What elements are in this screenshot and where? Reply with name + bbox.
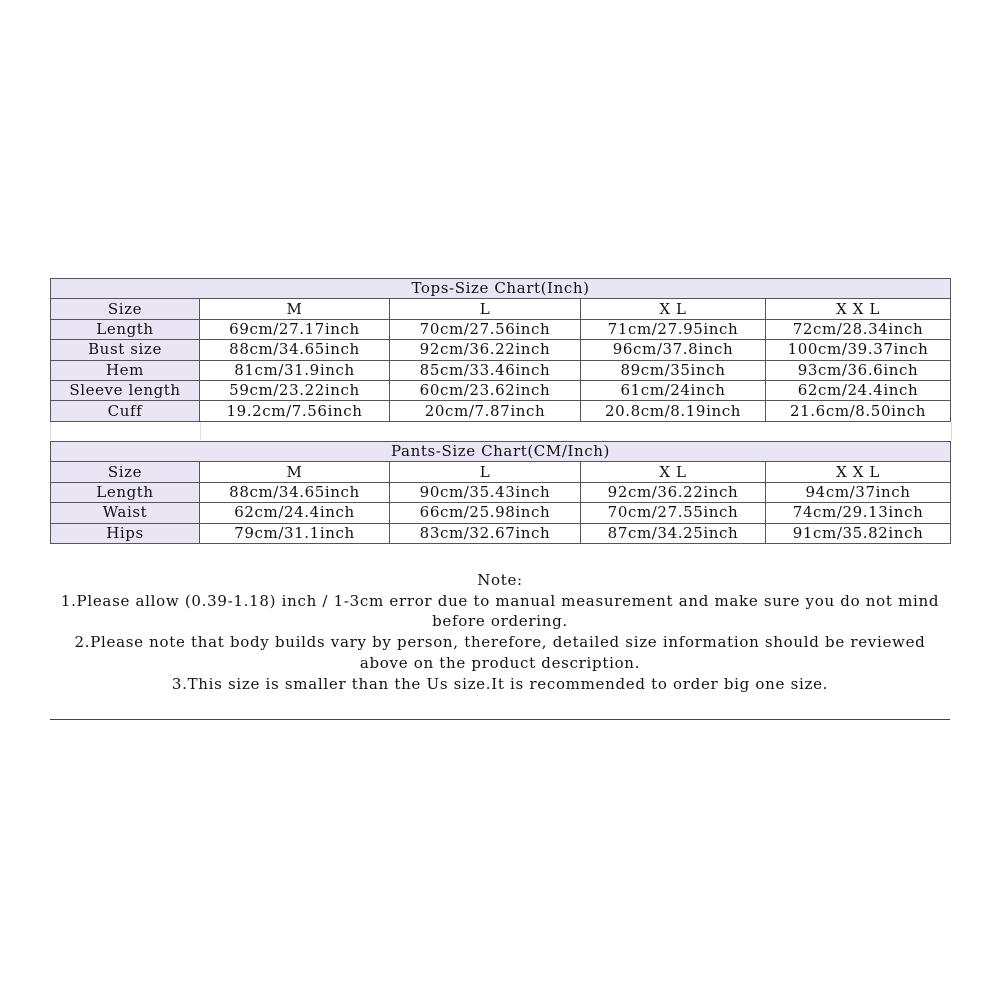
table-row: [51, 360, 951, 380]
measurement-value: 71cm/27.95inch: [581, 319, 766, 339]
table-row: [51, 380, 951, 400]
size-column-header: X L: [581, 299, 766, 319]
measurement-label: Length: [51, 319, 200, 339]
size-header-cell: Size: [51, 462, 200, 482]
measurement-value: 69cm/27.17inch: [200, 319, 390, 339]
measurement-label: Bust size: [51, 340, 200, 360]
measurement-value: 92cm/36.22inch: [581, 482, 766, 502]
measurement-value: 60cm/23.62inch: [390, 380, 581, 400]
table-row: [51, 401, 951, 421]
size-column-header: M: [200, 462, 390, 482]
measurement-value: 88cm/34.65inch: [200, 340, 390, 360]
pants-size-chart: [50, 441, 951, 544]
measurement-value: 94cm/37inch: [766, 482, 951, 502]
pants-header-row: [51, 462, 951, 482]
measurement-value: 93cm/36.6inch: [766, 360, 951, 380]
measurement-label: Sleeve length: [51, 380, 200, 400]
measurement-label: Waist: [51, 503, 200, 523]
table-row: [51, 523, 951, 543]
measurement-label: Hem: [51, 360, 200, 380]
notes-section: [50, 570, 950, 694]
pants-table-body: [51, 442, 951, 544]
measurement-value: 74cm/29.13inch: [766, 503, 951, 523]
measurement-value: 59cm/23.22inch: [200, 380, 390, 400]
pants-chart-title: Pants-Size Chart(CM/Inch): [51, 442, 951, 462]
tops-title-row: [51, 279, 951, 299]
measurement-label: Hips: [51, 523, 200, 543]
pants-title-row: [51, 442, 951, 462]
note-item: 2.Please note that body builds vary by person, therefore, detailed size information should be reviewed above on the product description.: [74, 633, 926, 672]
measurement-value: 61cm/24inch: [581, 380, 766, 400]
note-item: 1.Please allow (0.39-1.18) inch / 1-3cm error due to manual measurement and make sure you do not mind before ordering.: [60, 591, 940, 631]
table-row: [51, 482, 951, 502]
measurement-value: 20cm/7.87inch: [390, 401, 581, 421]
measurement-label: Cuff: [51, 401, 200, 421]
measurement-value: 20.8cm/8.19inch: [581, 401, 766, 421]
measurement-value: 96cm/37.8inch: [581, 340, 766, 360]
note-item: 3.This size is smaller than the Us size.It is recommended to order big one size.: [171, 674, 829, 693]
measurement-value: 87cm/34.25inch: [581, 523, 766, 543]
size-column-header: X X L: [766, 299, 951, 319]
measurement-value: 21.6cm/8.50inch: [766, 401, 951, 421]
size-column-header: X X L: [766, 462, 951, 482]
measurement-value: 19.2cm/7.56inch: [200, 401, 390, 421]
tops-header-row: [51, 299, 951, 319]
measurement-value: 83cm/32.67inch: [390, 523, 581, 543]
measurement-value: 88cm/34.65inch: [200, 482, 390, 502]
measurement-value: 90cm/35.43inch: [390, 482, 581, 502]
measurement-value: 62cm/24.4inch: [766, 380, 951, 400]
measurement-value: 100cm/39.37inch: [766, 340, 951, 360]
tops-size-chart: [50, 278, 951, 422]
measurement-value: 70cm/27.55inch: [581, 503, 766, 523]
size-header-cell: Size: [51, 299, 200, 319]
measurement-value: 66cm/25.98inch: [390, 503, 581, 523]
measurement-value: 85cm/33.46inch: [390, 360, 581, 380]
notes-title: Note:: [477, 571, 523, 589]
measurement-value: 91cm/35.82inch: [766, 523, 951, 543]
size-column-header: M: [200, 299, 390, 319]
bottom-divider: [50, 719, 950, 720]
table-spacer: [50, 422, 952, 440]
size-column-header: L: [390, 299, 581, 319]
measurement-value: 92cm/36.22inch: [390, 340, 581, 360]
size-column-header: X L: [581, 462, 766, 482]
measurement-value: 62cm/24.4inch: [200, 503, 390, 523]
measurement-value: 79cm/31.1inch: [200, 523, 390, 543]
measurement-value: 70cm/27.56inch: [390, 319, 581, 339]
table-row: [51, 319, 951, 339]
tops-chart-title: Tops-Size Chart(Inch): [51, 279, 951, 299]
table-row: [51, 503, 951, 523]
measurement-value: 81cm/31.9inch: [200, 360, 390, 380]
table-row: [51, 340, 951, 360]
measurement-label: Length: [51, 482, 200, 502]
measurement-value: 89cm/35inch: [581, 360, 766, 380]
size-column-header: L: [390, 462, 581, 482]
measurement-value: 72cm/28.34inch: [766, 319, 951, 339]
tops-table-body: [51, 279, 951, 422]
